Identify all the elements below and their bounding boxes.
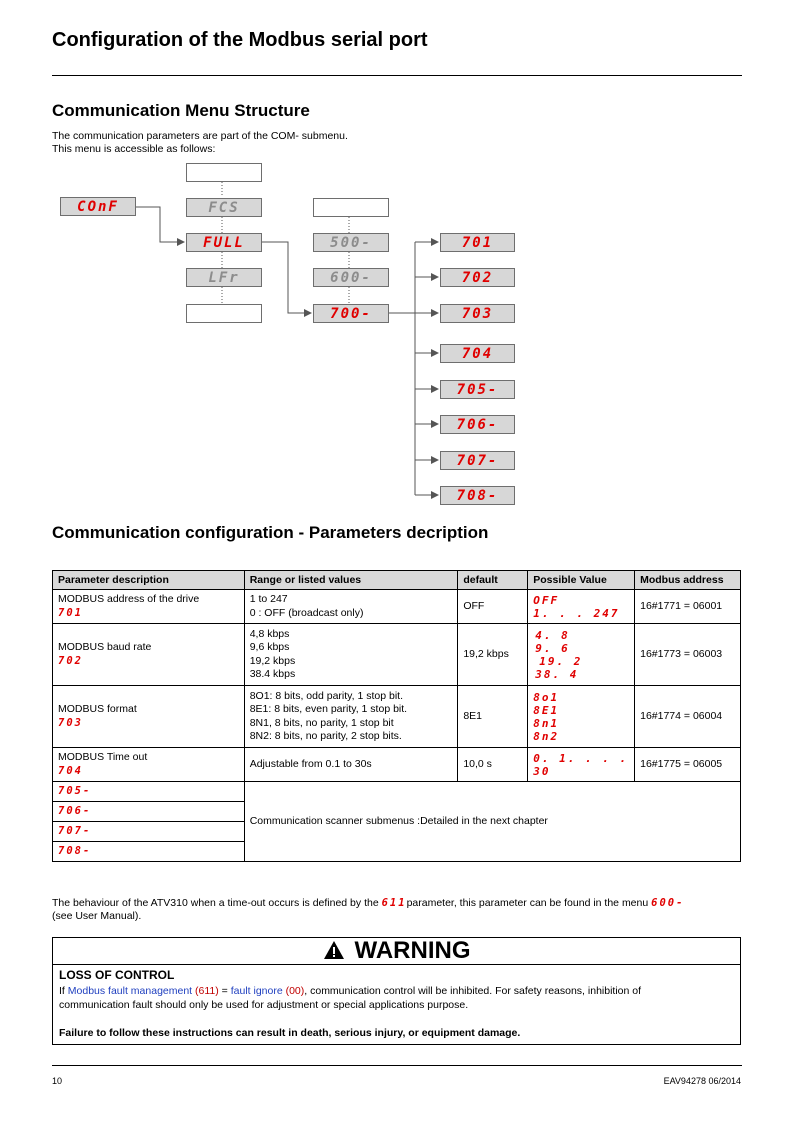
warning-header (53, 937, 740, 965)
range-value: Adjustable from 0.1 to 30s (249, 757, 372, 770)
menu-box-blank (186, 163, 262, 182)
warning-text: If (59, 985, 68, 997)
menu-box-701-label: 701 (461, 234, 494, 251)
menu-box-600-label: 600- (330, 269, 372, 286)
param-address: 16#1771 = 06001 (635, 590, 741, 624)
behaviour-line-2: (see User Manual). (52, 910, 142, 922)
submenu-code: 708- (58, 844, 92, 857)
menu-box-708 (440, 486, 515, 505)
params-heading: Communication configuration - Parameters decription (52, 523, 489, 542)
menu-box-702-label: 702 (461, 269, 494, 286)
param-default: OFF (458, 590, 528, 624)
possible-value: 8n1 (533, 716, 560, 730)
param-code: 703 (58, 716, 83, 729)
submenu-code: 705- (58, 784, 92, 797)
warning-code: (00) (282, 985, 305, 997)
param-desc-text: MODBUS baud rate (58, 641, 152, 653)
warning-title: WARNING (354, 937, 471, 964)
param-code: 702 (58, 654, 83, 667)
menu-box-lfr (186, 268, 262, 287)
submenu-code-cell (53, 782, 245, 802)
menu-box-707 (440, 451, 515, 470)
menu-box-blank (313, 198, 389, 217)
possible-value: 19. 2 (539, 654, 583, 668)
warning-code: (611) (192, 985, 219, 997)
behaviour-code-611: 611 (381, 897, 407, 909)
table-row (53, 624, 741, 686)
possible-value: 1. . . 247 (533, 606, 620, 620)
menu-box-conf (60, 197, 136, 216)
param-default: 19,2 kbps (458, 624, 528, 686)
param-default: 10,0 s (458, 748, 528, 782)
range-value: 38.4 kbps (249, 668, 296, 680)
param-range (244, 590, 458, 624)
submenu-code-cell (53, 822, 245, 842)
menu-box-full (186, 233, 262, 252)
possible-value: 38. 4 (535, 667, 579, 681)
menu-box-701 (440, 233, 515, 252)
param-possible (528, 624, 635, 686)
param-description (53, 748, 245, 782)
page-number: 10 (52, 1076, 63, 1086)
params-table (52, 570, 741, 862)
behaviour-code-600: 600- (651, 897, 685, 909)
range-value: 0 : OFF (broadcast only) (249, 606, 364, 619)
range-value: 8E1: 8 bits, even parity, 1 stop bit. (249, 703, 408, 715)
menu-box-708-label: 708- (456, 487, 499, 504)
possible-value: 8E1 (533, 703, 560, 717)
warning-triangle-icon (323, 940, 345, 960)
menu-box-702 (440, 268, 515, 287)
range-value: 8N1, 8 bits, no parity, 1 stop bit (249, 716, 394, 729)
menu-box-blank (186, 304, 262, 323)
possible-value: 9. 6 (535, 641, 570, 655)
warning-body (59, 985, 735, 1012)
param-address: 16#1775 = 06005 (635, 748, 741, 782)
range-value: 9,6 kbps (249, 641, 290, 653)
range-value: 8N2: 8 bits, no parity, 2 stop bits. (249, 730, 402, 742)
param-range (244, 748, 458, 782)
menu-box-705 (440, 380, 515, 399)
param-default: 8E1 (458, 686, 528, 748)
submenu-code: 707- (58, 824, 92, 837)
warning-link-fault-ignore[interactable]: fault ignore (230, 985, 283, 997)
param-code: 701 (58, 606, 83, 619)
menu-box-704-label: 704 (461, 345, 494, 362)
warning-text: communication fault should only be used for adjustment or special applications purpose. (59, 998, 469, 1011)
menu-box-703 (440, 304, 515, 323)
param-range (244, 686, 458, 748)
doc-reference: EAV94278 06/2014 (663, 1076, 741, 1086)
param-possible (528, 590, 635, 624)
behaviour-paragraph (52, 897, 752, 910)
intro-line-2: This menu is accessible as follows: (52, 143, 216, 155)
diagram-connectors (0, 0, 793, 520)
warning-subtitle: LOSS OF CONTROL (59, 968, 175, 982)
warning-text: , communication control will be inhibited. For safety reasons, inhibition of (304, 985, 642, 997)
header-default: default (458, 571, 528, 590)
possible-value: 4. 8 (535, 628, 570, 642)
param-address: 16#1774 = 06004 (635, 686, 741, 748)
possible-value: 0. 1. . . . 30 (533, 751, 629, 778)
menu-structure-heading: Communication Menu Structure (52, 101, 310, 120)
behaviour-text: The behaviour of the ATV310 when a time-out occurs is defined by the (52, 897, 382, 909)
header-parameter-description: Parameter description (53, 571, 245, 590)
range-value: 19,2 kbps (249, 654, 296, 667)
param-desc-text: MODBUS Time out (58, 751, 148, 763)
menu-box-706-label: 706- (456, 416, 499, 433)
header-range: Range or listed values (244, 571, 458, 590)
range-value: 8O1: 8 bits, odd parity, 1 stop bit. (249, 689, 403, 702)
possible-value: OFF (533, 593, 560, 607)
submenu-description: Communication scanner submenus :Detailed in the next chapter (244, 782, 740, 862)
menu-box-conf-label: COnF (77, 198, 119, 215)
warning-box (52, 937, 741, 1045)
param-possible (528, 686, 635, 748)
param-address: 16#1773 = 06003 (635, 624, 741, 686)
param-code: 704 (58, 764, 83, 777)
menu-box-704 (440, 344, 515, 363)
menu-box-707-label: 707- (456, 452, 499, 469)
warning-link-fault-management[interactable]: Modbus fault management (67, 985, 193, 997)
warning-divider (53, 964, 740, 965)
submenu-code: 706- (58, 804, 92, 817)
header-modbus-address: Modbus address (635, 571, 741, 590)
intro-line-1: The communication parameters are part of the COM- submenu. (52, 130, 348, 142)
header-possible-value: Possible Value (528, 571, 635, 590)
param-description (53, 624, 245, 686)
menu-box-500 (313, 233, 389, 252)
menu-box-700-label: 700- (330, 305, 372, 322)
range-value: 4,8 kbps (249, 627, 290, 640)
param-desc-text: MODBUS address of the drive (58, 593, 200, 605)
param-description (53, 590, 245, 624)
behaviour-text: parameter, this parameter can be found in the menu (406, 897, 652, 909)
warning-footer: Failure to follow these instructions can result in death, serious injury, or equipment damage. (59, 1027, 521, 1039)
table-row (53, 748, 741, 782)
param-desc-text: MODBUS format (58, 703, 137, 715)
possible-value: 8n2 (533, 729, 560, 743)
footer-divider (52, 1065, 742, 1066)
warning-text: = (218, 985, 231, 997)
menu-box-fcs-label: FCS (208, 199, 240, 216)
menu-box-full-label: FULL (203, 234, 245, 251)
param-description (53, 686, 245, 748)
menu-box-600 (313, 268, 389, 287)
table-row (53, 686, 741, 748)
menu-box-700 (313, 304, 389, 323)
possible-value: 8o1 (533, 690, 560, 704)
menu-box-500-label: 500- (330, 234, 372, 251)
param-range (244, 624, 458, 686)
submenu-code-cell (53, 842, 245, 862)
menu-box-705-label: 705- (456, 381, 499, 398)
params-header-row (53, 571, 741, 590)
menu-box-lfr-label: LFr (208, 269, 240, 286)
param-possible (528, 748, 635, 782)
menu-diagram (0, 0, 793, 520)
submenu-code-cell (53, 802, 245, 822)
range-value: 1 to 247 (249, 593, 288, 605)
table-row (53, 782, 741, 802)
menu-box-706 (440, 415, 515, 434)
page-title: Configuration of the Modbus serial port (52, 29, 428, 51)
menu-box-703-label: 703 (461, 305, 494, 322)
table-row (53, 590, 741, 624)
menu-box-fcs (186, 198, 262, 217)
